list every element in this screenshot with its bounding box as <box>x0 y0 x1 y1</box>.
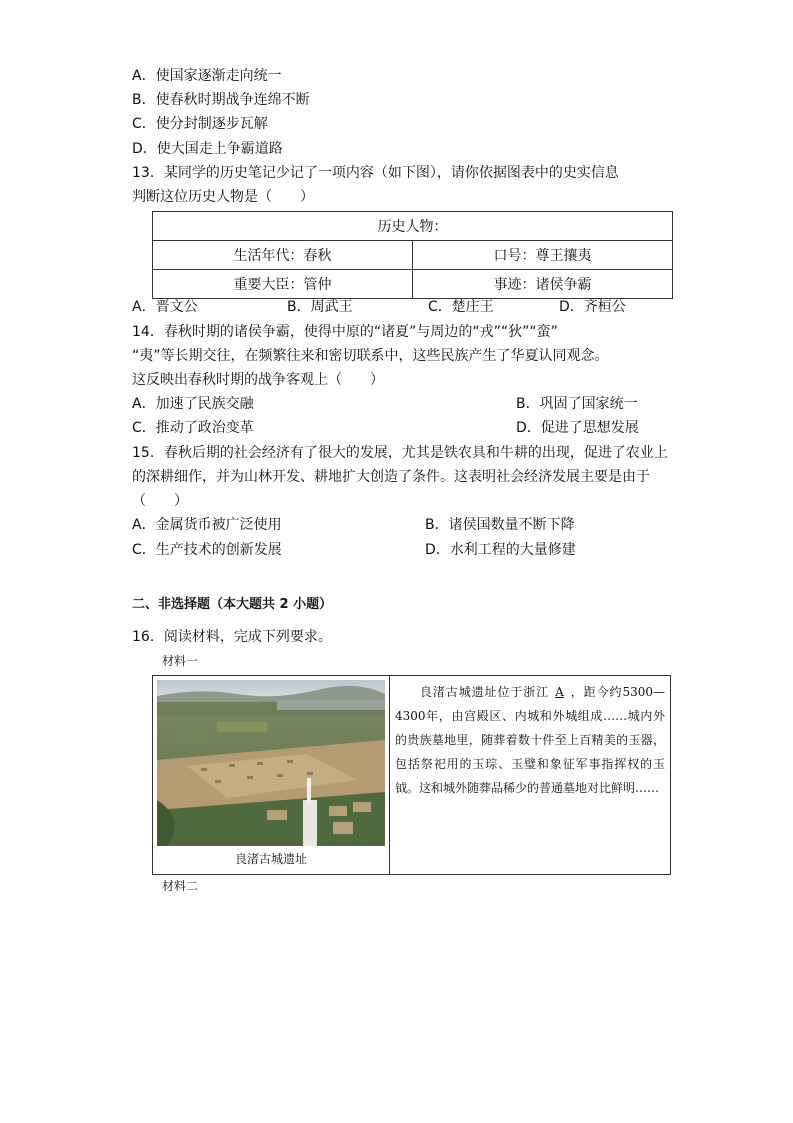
q13-stem-line2: 判断这位历史人物是（ ） <box>132 189 314 205</box>
q12-option-d: D．使大国走上争霸道路 <box>132 141 283 157</box>
material-1-image-cell <box>153 676 390 874</box>
material-1-box <box>152 675 671 875</box>
material-1-text-before: 良渚古城遗址位于浙江 <box>419 685 550 699</box>
section-heading: 二、非选择题（本大题共 2 小题） <box>132 597 333 612</box>
q13-info-table <box>152 211 673 299</box>
q15-stem: 15．春秋后期的社会经济有了很大的发展，尤其是铁农具和牛耕的出现，促进了农业上的深耕细作，并为山林开发、耕地扩大创造了条件。这表明社会经济发展主要是由于（ ） <box>132 445 668 509</box>
q13-option-c: C．楚庄王 <box>428 299 494 315</box>
q16-stem: 16．阅读材料，完成下列要求。 <box>132 629 332 645</box>
q14-option-c: C．推动了政治变革 <box>132 420 254 436</box>
liangzhu-site-photo <box>157 680 385 846</box>
q13-option-a: A．晋文公 <box>132 299 198 315</box>
q13-stem-line1: 13．某同学的历史笔记少记了一项内容（如下图），请你依据图表中的史实信息 <box>132 165 619 181</box>
q15-option-a: A．金属货币被广泛使用 <box>132 517 282 533</box>
q13-option-d: D．齐桓公 <box>559 299 626 315</box>
q14-stem-line3: 这反映出春秋时期的战争客观上（ ） <box>132 372 384 388</box>
q12-option-c: C．使分封制逐步瓦解 <box>132 116 268 132</box>
q15-option-c: C．生产技术的创新发展 <box>132 542 282 558</box>
q13-option-b: B．周武王 <box>287 299 353 315</box>
q13-table-header: 历史人物： <box>153 212 673 241</box>
material-1-text-after: ，距今约5300—4300年，由宫殿区、内城和外城组成……城内外的贵族墓地里，随葬着数十件至上百精美的玉器，包括祭祀用的玉琮、玉璧和象征军事指挥权的玉钺。这和城外随葬品稀少的普通墓地对比鲜明…… <box>395 685 665 795</box>
material-2-label: 材料二 <box>162 879 199 893</box>
q14-stem-line1: 14．春秋时期的诸侯争霸，使得中原的“诸夏”与周边的“戎”“狄”“蛮” <box>132 324 558 340</box>
q13-table-cell: 口号：尊王攘夷 <box>413 241 673 270</box>
q13-table-cell: 生活年代：春秋 <box>153 241 413 270</box>
material-1-text <box>395 680 665 800</box>
q14-option-d: D．促进了思想发展 <box>516 420 639 436</box>
q14-option-b: B．巩固了国家统一 <box>516 396 638 412</box>
q12-option-b: B．使春秋时期战争连绵不断 <box>132 92 310 108</box>
q12-option-a: A．使国家逐渐走向统一 <box>132 68 282 84</box>
q15-option-b: B．诸侯国数量不断下降 <box>425 517 575 533</box>
answer-blank: A <box>555 685 564 699</box>
q14-stem-line2: “夷”等长期交往，在频繁往来和密切联系中，这些民族产生了华夏认同观念。 <box>132 348 609 364</box>
q13-table-cell: 事迹：诸侯争霸 <box>413 270 673 299</box>
q15-option-d: D．水利工程的大量修建 <box>425 542 576 558</box>
q14-option-a: A．加速了民族交融 <box>132 396 254 412</box>
q13-table-cell: 重要大臣：管仲 <box>153 270 413 299</box>
material-1-label: 材料一 <box>162 654 199 668</box>
photo-caption: 良渚古城遗址 <box>234 852 307 866</box>
